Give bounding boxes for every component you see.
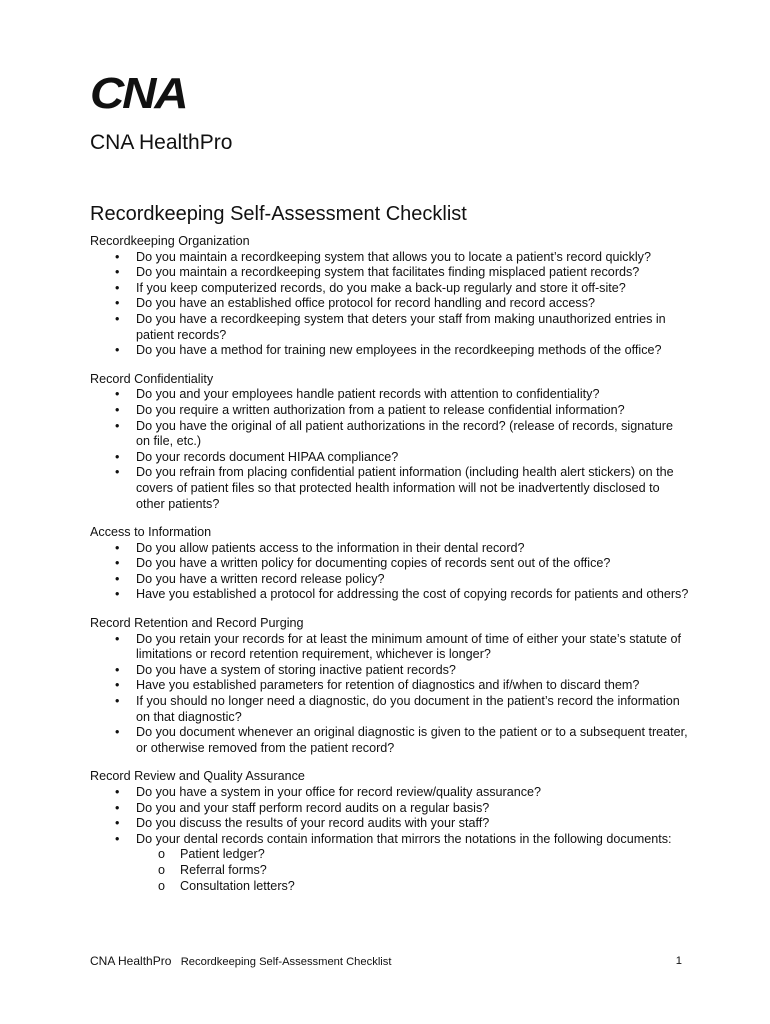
- cna-logo: CNA: [90, 69, 187, 118]
- footer-doc-name: Recordkeeping Self-Assessment Checklist: [180, 956, 392, 968]
- checklist-subitem: o Patient ledger?: [136, 847, 690, 863]
- section-record-confidentiality: [90, 372, 690, 512]
- section-heading: Record Confidentiality: [90, 371, 214, 386]
- checklist-subitems: [90, 847, 690, 894]
- checklist-item: • Do your dental records contain information that mirrors the notations in the following documents:: [90, 832, 690, 848]
- checklist-item: • Do you require a written authorization from a patient to release confidential information?: [90, 403, 690, 419]
- checklist-item: • Do you discuss the results of your record audits with your staff?: [90, 816, 690, 832]
- page-footer: [90, 954, 682, 969]
- page-number: 1: [675, 955, 682, 967]
- checklist-item: • Do you retain your records for at least the minimum amount of time of either your state’s statute of limitations or record retention requirement, whichever is longer?: [90, 632, 690, 663]
- checklist: [90, 387, 690, 512]
- section-access-to-information: [90, 525, 690, 603]
- checklist-item: • Do you maintain a recordkeeping system that facilitates finding misplaced patient records?: [90, 265, 690, 281]
- checklist-item: • Do you allow patients access to the information in their dental record?: [90, 541, 690, 557]
- checklist-item: • Have you established parameters for retention of diagnostics and if/when to discard them?: [90, 678, 690, 694]
- checklist-item: • Do you and your staff perform record audits on a regular basis?: [90, 801, 690, 817]
- document-title: Recordkeeping Self-Assessment Checklist: [90, 203, 467, 225]
- section-record-review: [90, 769, 690, 894]
- checklist-item: • Have you established a protocol for addressing the cost of copying records for patients and others?: [90, 587, 690, 603]
- checklist-item: • Do you have a method for training new employees in the recordkeeping methods of the office?: [90, 343, 690, 359]
- checklist-item: • Do you have a written policy for documenting copies of records sent out of the office?: [90, 556, 690, 572]
- checklist-subitem: o Referral forms?: [136, 863, 690, 879]
- section-record-retention: [90, 616, 690, 756]
- checklist-item: • Do your records document HIPAA compliance?: [90, 450, 690, 466]
- checklist-item: • Do you maintain a recordkeeping system that allows you to locate a patient’s record quickly?: [90, 250, 690, 266]
- section-heading: Recordkeeping Organization: [90, 234, 250, 248]
- footer-brand: CNA HealthPro: [90, 954, 172, 968]
- section-heading: Access to Information: [90, 525, 212, 540]
- checklist-item: • Do you have a recordkeeping system that deters your staff from making unauthorized entries in patient records?: [90, 312, 690, 343]
- section-recordkeeping-organization: [90, 234, 690, 359]
- checklist: [90, 632, 690, 757]
- checklist-subitem: o Consultation letters?: [136, 879, 690, 895]
- checklist: [90, 785, 690, 847]
- checklist-item: • Do you have a system in your office for record review/quality assurance?: [90, 785, 690, 801]
- checklist-item: • Do you and your employees handle patient records with attention to confidentiality?: [90, 387, 690, 403]
- section-heading: Record Review and Quality Assurance: [90, 769, 305, 784]
- section-heading: Record Retention and Record Purging: [90, 616, 304, 631]
- checklist-item: • Do you have an established office protocol for record handling and record access?: [90, 296, 690, 312]
- checklist: [90, 250, 690, 359]
- document-body: [90, 200, 690, 907]
- checklist: [90, 541, 690, 603]
- checklist-item: • If you should no longer need a diagnostic, do you document in the patient’s record the information on that diagnostic?: [90, 694, 690, 725]
- checklist-item: • Do you refrain from placing confidential patient information (including health alert stickers) on the covers of patient files so that protected health information will not be inadvertently disclosed to other patients?: [90, 465, 690, 512]
- checklist-item: • Do you have a written record release policy?: [90, 572, 690, 588]
- checklist-item: • If you keep computerized records, do you make a back-up regularly and store it off-site?: [90, 281, 690, 297]
- checklist-item: • Do you have a system of storing inactive patient records?: [90, 663, 690, 679]
- checklist-item: • Do you document whenever an original diagnostic is given to the patient or to a subsequent treater, or otherwise removed from the patient record?: [90, 725, 690, 756]
- checklist-item: • Do you have the original of all patient authorizations in the record? (release of records, signature on file, etc.): [90, 419, 690, 450]
- brand-name: CNA HealthPro: [90, 131, 233, 154]
